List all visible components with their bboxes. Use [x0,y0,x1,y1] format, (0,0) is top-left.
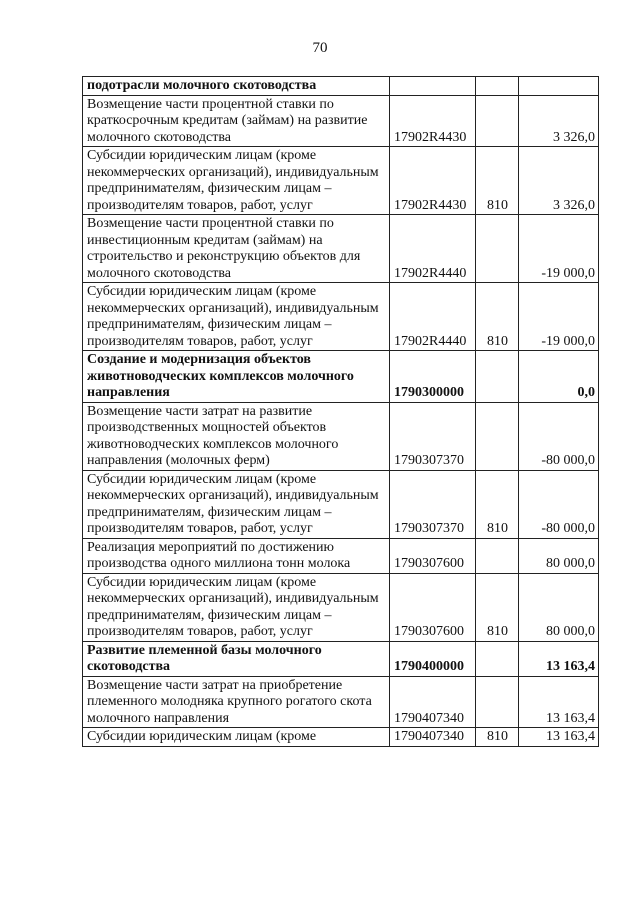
row-sum-cell: -19 000,0 [519,283,599,351]
row-code-cell: 17902R4440 [390,215,476,283]
row-vr-cell [476,641,519,676]
row-sum-cell: 13 163,4 [519,676,599,728]
row-vr-cell [476,402,519,470]
row-sum-cell: 80 000,0 [519,538,599,573]
row-name-cell: Создание и модернизация объектов животноводческих комплексов молочного направления [83,351,390,403]
row-code-cell: 1790307600 [390,573,476,641]
row-vr-cell: 810 [476,573,519,641]
row-code-cell: 1790407340 [390,676,476,728]
row-vr-cell [476,77,519,96]
row-code-cell: 17902R4430 [390,147,476,215]
row-name-cell: Реализация мероприятий по достижению производства одного миллиона тонн молока [83,538,390,573]
row-vr-cell: 810 [476,728,519,747]
row-vr-cell: 810 [476,470,519,538]
row-vr-cell: 810 [476,147,519,215]
row-code-cell: 1790307370 [390,470,476,538]
row-sum-cell: -80 000,0 [519,470,599,538]
table-row [83,95,599,147]
row-name-cell: Развитие племенной базы молочного скотоводства [83,641,390,676]
row-code-cell: 17902R4440 [390,283,476,351]
table-row [83,676,599,728]
row-code-cell: 1790300000 [390,351,476,403]
row-sum-cell: 80 000,0 [519,573,599,641]
row-vr-cell [476,676,519,728]
budget-table [82,76,599,747]
row-name-cell: Субсидии юридическим лицам (кроме [83,728,390,747]
table-row [83,641,599,676]
row-sum-cell: -19 000,0 [519,215,599,283]
row-name-cell: Субсидии юридическим лицам (кроме некоммерческих организаций), индивидуальным предпринимателям, физическим лицам – производителям товаров, работ, услуг [83,283,390,351]
table-row [83,728,599,747]
row-vr-cell [476,95,519,147]
row-code-cell: 1790400000 [390,641,476,676]
page-number: 70 [312,40,328,56]
row-sum-cell: 13 163,4 [519,728,599,747]
row-sum-cell: -80 000,0 [519,402,599,470]
row-sum-cell: 3 326,0 [519,95,599,147]
row-code-cell: 1790307600 [390,538,476,573]
row-vr-cell [476,215,519,283]
row-sum-cell: 0,0 [519,351,599,403]
table-row [83,77,599,96]
row-code-cell: 1790407340 [390,728,476,747]
row-sum-cell: 13 163,4 [519,641,599,676]
row-sum-cell [519,77,599,96]
row-name-cell: Возмещение части процентной ставки по инвестиционным кредитам (займам) на строительство и реконструкцию объектов для молочного скотоводства [83,215,390,283]
budget-table-body [83,77,599,747]
row-code-cell: 1790307370 [390,402,476,470]
table-row [83,215,599,283]
table-row [83,351,599,403]
row-name-cell: Субсидии юридическим лицам (кроме некоммерческих организаций), индивидуальным предпринимателям, физическим лицам – производителям товаров, работ, услуг [83,470,390,538]
row-name-cell: подотрасли молочного скотоводства [83,77,390,96]
row-vr-cell [476,351,519,403]
row-name-cell: Субсидии юридическим лицам (кроме некоммерческих организаций), индивидуальным предпринимателям, физическим лицам – производителям товаров, работ, услуг [83,147,390,215]
row-name-cell: Субсидии юридическим лицам (кроме некоммерческих организаций), индивидуальным предпринимателям, физическим лицам – производителям товаров, работ, услуг [83,573,390,641]
row-vr-cell: 810 [476,283,519,351]
table-row [83,538,599,573]
row-sum-cell: 3 326,0 [519,147,599,215]
row-code-cell: 17902R4430 [390,95,476,147]
row-name-cell: Возмещение части затрат на приобретение племенного молодняка крупного рогатого скота молочного направления [83,676,390,728]
row-name-cell: Возмещение части процентной ставки по краткосрочным кредитам (займам) на развитие молочного скотоводства [83,95,390,147]
table-row [83,147,599,215]
row-name-cell: Возмещение части затрат на развитие производственных мощностей объектов животноводческих комплексов молочного направления (молочных ферм) [83,402,390,470]
table-row [83,573,599,641]
table-row [83,470,599,538]
table-row [83,402,599,470]
row-vr-cell [476,538,519,573]
table-row [83,283,599,351]
row-code-cell [390,77,476,96]
